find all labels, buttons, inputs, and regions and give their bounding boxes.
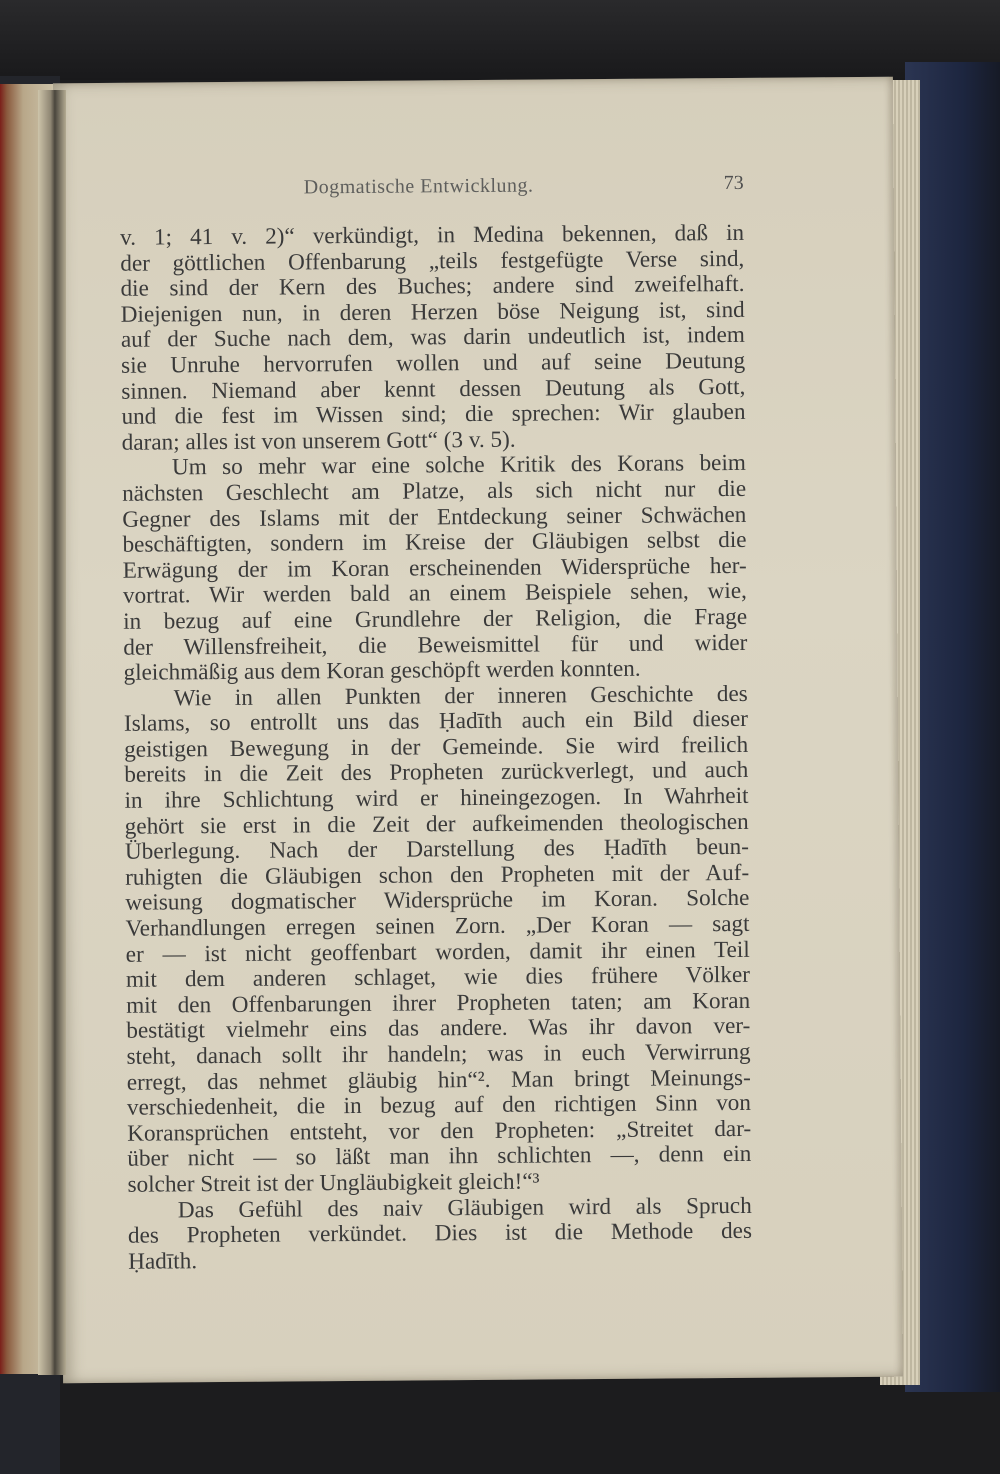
text-line: gehört sie erst in die Zeit der aufkeimenden theologischen bbox=[124, 808, 749, 840]
running-head: Dogmatische Entwicklung. bbox=[303, 174, 534, 199]
text-line: v. 1; 41 v. 2)“ verkündigt, in Medina bekennen, daß in bbox=[120, 219, 745, 251]
text-line: Wie in allen Punkten der inneren Geschichte des bbox=[173, 680, 748, 712]
text-line: Das Gefühl des naiv Gläubigen wird als Spruch bbox=[177, 1192, 752, 1223]
text-line: beschäftigten, sondern im Kreise der Gläubigen selbst die bbox=[122, 527, 747, 558]
text-line: er — ist nicht geoffenbart worden, damit ihr einen Teil bbox=[125, 936, 750, 968]
text-line: gleichmäßig aus dem Koran geschöpft werden konnten. bbox=[123, 655, 641, 686]
text-line: Um so mehr war eine solche Kritik des Korans beim bbox=[171, 450, 747, 481]
text-line: Verhandlungen erregen seinen Zorn. „Der Koran — sagt bbox=[125, 910, 750, 942]
text-line: über nicht — so läßt man ihn schlichten —, denn ein bbox=[127, 1141, 752, 1173]
spine-gutter bbox=[38, 90, 66, 1375]
page-number: 73 bbox=[723, 171, 744, 195]
text-line: des Propheten verkündet. Dies ist die Methode des bbox=[127, 1218, 753, 1249]
text-line: daran; alles ist von unserem Gott“ (3 v. 5). bbox=[121, 426, 516, 456]
text-line: nächsten Geschlecht am Platze, als sich nicht nur die bbox=[122, 475, 747, 507]
text-line: bereits in die Zeit des Propheten zurückverlegt, und auch bbox=[124, 757, 749, 789]
body-text bbox=[120, 221, 752, 1275]
book-page bbox=[53, 77, 903, 1384]
text-line: geistigen Bewegung in der Gemeinde. Sie wird freilich bbox=[124, 731, 749, 763]
text-line: Diejenigen nun, in deren Herzen böse Neigung ist, sind bbox=[120, 296, 745, 328]
photo-backdrop bbox=[0, 0, 1000, 80]
text-line: und die fest im Wissen sind; die sprechen: Wir glauben bbox=[121, 399, 746, 430]
text-line: die sind der Kern des Buches; andere sind zweifelhaft. bbox=[120, 271, 745, 302]
text-line: erregt, das nehmet gläubig hin“². Man bringt Meinungs- bbox=[126, 1064, 751, 1096]
text-line: Koransprüchen entsteht, vor den Propheten: „Streitet dar- bbox=[127, 1115, 752, 1147]
text-line: sinnen. Niemand aber kennt dessen Deutung als Gott, bbox=[121, 373, 746, 405]
text-line: ruhigten die Gläubigen schon den Propheten mit der Auf- bbox=[125, 859, 750, 891]
text-line: steht, danach sollt ihr handeln; was in euch Verwirrung bbox=[126, 1038, 751, 1070]
text-line: verschiedenheit, die in bezug auf den richtigen Sinn von bbox=[126, 1090, 752, 1121]
text-line: Islams, so entrollt uns das Ḥadīth auch ein Bild dieser bbox=[123, 706, 749, 738]
text-line: mit den Offenbarungen ihrer Propheten taten; am Koran bbox=[126, 987, 751, 1019]
text-line: Überlegung. Nach der Darstellung des Ḥadīth beun- bbox=[124, 834, 750, 866]
text-line: sie Unruhe hervorrufen wollen und auf seine Deutung bbox=[121, 347, 746, 379]
text-line: vortrat. Wir werden bald an einem Beispiele sehen, wie, bbox=[122, 578, 748, 610]
text-line: der göttlichen Offenbarung „teils festgefügte Verse sind, bbox=[120, 245, 745, 277]
text-line: Erwägung der im Koran erscheinenden Widersprüche her- bbox=[122, 552, 747, 584]
text-line: solcher Streit ist der Ungläubigkeit gleich!“³ bbox=[127, 1168, 540, 1198]
text-line: der Willensfreiheit, die Beweismittel für und wider bbox=[123, 629, 748, 661]
text-line: in bezug auf eine Grundlehre der Religion, die Frage bbox=[123, 603, 748, 635]
text-line: Ḥadīth. bbox=[128, 1247, 198, 1275]
text-line: in ihre Schlichtung wird er hineingezogen. In Wahrheit bbox=[124, 782, 749, 814]
text-line: Gegner des Islams mit der Entdeckung seiner Schwächen bbox=[122, 501, 747, 533]
text-line: weisung dogmatischer Widersprüche im Koran. Solche bbox=[125, 885, 750, 917]
text-line: auf der Suche nach dem, was darin undeutlich ist, indem bbox=[120, 322, 746, 354]
text-line: mit dem anderen schlaget, wie dies frühere Völker bbox=[125, 962, 751, 993]
text-line: bestätigt vielmehr eins das andere. Was ihr davon ver- bbox=[126, 1013, 751, 1045]
